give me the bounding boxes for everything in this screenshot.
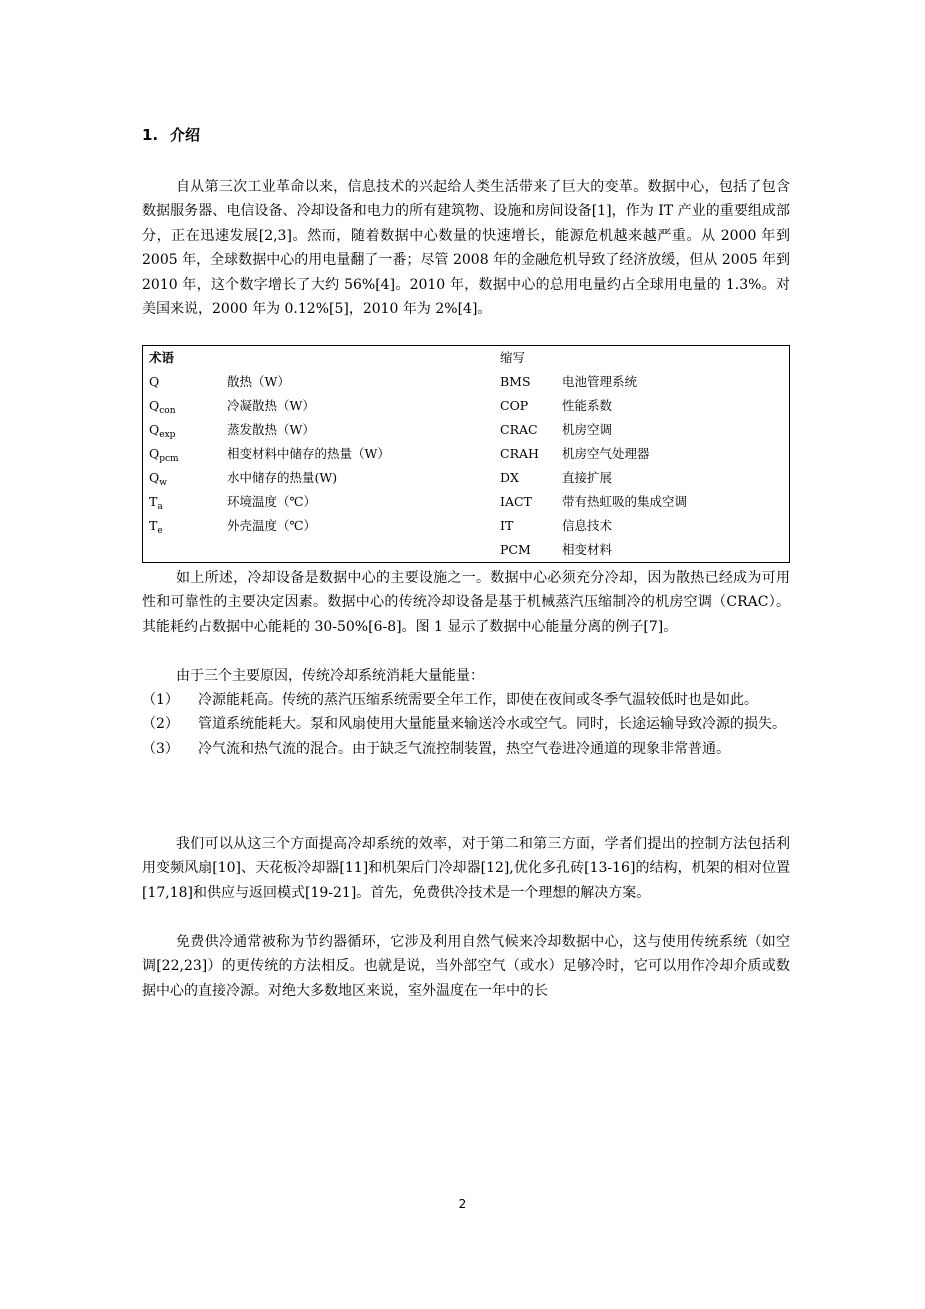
term-description: 散热（W） bbox=[227, 374, 290, 389]
abbreviation-description: 机房空气处理器 bbox=[562, 446, 650, 461]
section-title: 介绍 bbox=[170, 126, 201, 144]
list-item-text: 冷源能耗高。传统的蒸汽压缩系统需要全年工作，即使在夜间或冬季气温较低时也是如此。 bbox=[198, 692, 758, 708]
term-symbol: $T_a$ bbox=[149, 494, 163, 512]
paragraph-efficiency: 我们可以从这三个方面提高冷却系统的效率，对于第二和第三方面，学者们提出的控制方法包括利用变频风扇[10]、天花板冷却器[11]和机架后门冷却器[12],优化多孔砖[13-16]的结构，机架的相对位置[17,18]和供应与返回模式[19-21]。首先，免费供冷技术是一个理想的解决方案。 bbox=[142, 836, 790, 901]
paragraph-intro: 自从第三次工业革命以来，信息技术的兴起给人类生活带来了巨大的变革。数据中心，包括了包含数据服务器、电信设备、冷却设备和电力的所有建筑物、设施和房间设备[1]，作为 IT 产业的重要组成部分，正在迅速发展[2,3]。然而，随着数据中心数量的快速增长，能源危机越来越严重。从 2000 年到 2005 年，全球数据中心的用电量翻了一番；尽管 2008 年的金融危机导致了经济放缓，但从 2005 年到 2010 年，这个数字增长了大约 56%[4]。2010 年，数据中心的总用电量约占全球用电量的 1.3%。对美国来说，2000 年为 0.12%[5]，2010 年为 2%[4]。 bbox=[142, 179, 790, 318]
term-description: 外壳温度（℃） bbox=[227, 518, 316, 533]
term-symbol: $T_e$ bbox=[149, 518, 163, 536]
abbreviation-description: 直接扩展 bbox=[562, 470, 613, 485]
list-item bbox=[142, 737, 790, 761]
section-number: 1. bbox=[142, 126, 159, 144]
abbreviation-description: 性能系数 bbox=[562, 398, 613, 413]
abbreviation: PCM bbox=[500, 542, 531, 557]
abbreviation: CRAC bbox=[500, 422, 538, 437]
list-item-text: 冷气流和热气流的混合。由于缺乏气流控制装置，热空气卷进冷通道的现象非常普通。 bbox=[198, 740, 730, 757]
list-item-text: 管道系统能耗大。泵和风扇使用大量能量来输送冷水或空气。同时，长途运输导致冷源的损失。 bbox=[198, 716, 786, 733]
term-symbol: $Q_w$ bbox=[149, 470, 167, 488]
nomenclature-table bbox=[142, 345, 790, 563]
abbreviation: DX bbox=[500, 470, 519, 485]
list-item bbox=[142, 712, 790, 736]
term-description: 蒸发散热（W） bbox=[227, 422, 315, 437]
list-item bbox=[142, 688, 790, 712]
abbreviation: IACT bbox=[500, 494, 532, 509]
page-number: 2 bbox=[458, 1197, 467, 1211]
abbreviations-header: 缩写 bbox=[500, 350, 526, 365]
term-description: 环境温度（℃） bbox=[227, 494, 316, 509]
paragraph-cooling: 如上所述，冷却设备是数据中心的主要设施之一。数据中心必须充分冷却，因为散热已经成为可用性和可靠性的主要决定因素。数据中心的传统冷却设备是基于机械蒸汽压缩制冷的机房空调（CRAC）。其能耗约占数据中心能耗的 30-50%[6-8]。图 1 显示了数据中心能量分离的例子[7]。 bbox=[142, 570, 790, 635]
paragraph-reasons-intro: 由于三个主要原因，传统冷却系统消耗大量能量： bbox=[176, 668, 484, 684]
abbreviation-description: 信息技术 bbox=[562, 518, 613, 533]
abbreviation: CRAH bbox=[500, 446, 539, 461]
term-description: 冷凝散热（W） bbox=[227, 398, 315, 413]
terms-header: 术语 bbox=[149, 350, 175, 365]
reasons-list bbox=[142, 688, 790, 761]
list-item-number: （1） bbox=[142, 692, 179, 708]
section-heading bbox=[142, 124, 200, 145]
term-symbol: Q bbox=[149, 374, 160, 389]
abbreviation-description: 带有热虹吸的集成空调 bbox=[562, 494, 688, 509]
abbreviation: COP bbox=[500, 398, 529, 413]
term-symbol: $Q_{pcm}$ bbox=[149, 446, 179, 464]
term-symbol: $Q_{exp}$ bbox=[149, 422, 176, 440]
abbreviation: IT bbox=[500, 518, 514, 533]
term-description: 相变材料中储存的热量（W） bbox=[227, 446, 390, 461]
abbreviation-description: 电池管理系统 bbox=[562, 374, 638, 389]
abbreviation-description: 相变材料 bbox=[562, 542, 613, 557]
list-item-number: （3） bbox=[142, 740, 179, 757]
abbreviation: BMS bbox=[500, 374, 531, 389]
abbreviation-description: 机房空调 bbox=[562, 422, 613, 437]
paragraph-free-cooling: 免费供冷通常被称为节约器循环，它涉及利用自然气候来冷却数据中心，这与使用传统系统（如空调[22,23]）的更传统的方法相反。也就是说，当外部空气（或水）足够冷时，它可以用作冷却介质或数据中心的直接冷源。对绝大多数地区来说，室外温度在一年中的长 bbox=[142, 934, 790, 999]
term-description: 水中储存的热量(W) bbox=[227, 470, 338, 485]
term-symbol: $Q_{con}$ bbox=[149, 398, 176, 416]
list-item-number: （2） bbox=[142, 716, 179, 733]
